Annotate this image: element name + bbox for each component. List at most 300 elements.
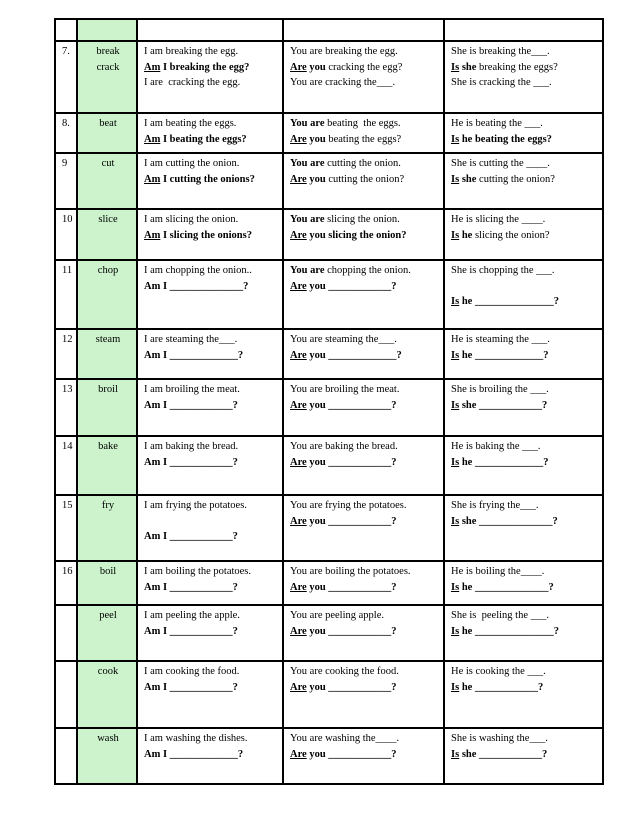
verb-label: bake xyxy=(98,441,118,452)
table-row xyxy=(55,495,603,561)
text-segment: slicing the onion? xyxy=(472,229,550,241)
row-number-cell: 14 xyxy=(55,436,77,495)
sentence-line xyxy=(290,608,439,624)
text-segment: Is xyxy=(451,61,460,73)
row-number-cell xyxy=(55,605,77,661)
sentence-line xyxy=(290,228,439,244)
text-segment: Am I ____________? xyxy=(144,581,238,593)
text-segment: She is washing the___. xyxy=(451,733,548,744)
sentence-cell-second-person xyxy=(283,329,444,379)
text-segment: I am cutting the onion. xyxy=(144,158,240,169)
text-segment: I are cracking the egg. xyxy=(144,77,241,88)
sentence-line xyxy=(144,564,278,580)
text-segment: Is xyxy=(451,748,460,760)
sentence-line xyxy=(290,580,439,596)
verb-label: cut xyxy=(101,158,115,169)
text-segment: Am I ______________? xyxy=(144,280,249,292)
verb-cell xyxy=(77,605,137,661)
text-segment: Is xyxy=(451,173,460,185)
sentence-line xyxy=(144,332,278,348)
sentence-line xyxy=(290,514,439,530)
table-row xyxy=(55,41,603,113)
sentence-line xyxy=(290,439,439,455)
text-segment: Is xyxy=(451,296,460,307)
sentence-line xyxy=(144,747,278,763)
text-segment: Are xyxy=(290,748,307,760)
verb-cell xyxy=(77,436,137,495)
verb-conjugation-table xyxy=(54,18,604,785)
text-segment: I am beating the eggs. xyxy=(144,118,237,129)
text-segment: I are steaming the___. xyxy=(144,334,238,345)
text-segment: you xyxy=(306,133,326,145)
sentence-line xyxy=(451,228,598,244)
text-segment: beating the eggs? xyxy=(325,133,402,145)
sentence-cell-first-person xyxy=(137,329,283,379)
text-segment: she ____________? xyxy=(459,748,548,760)
sentence-line xyxy=(290,398,439,414)
header-cell xyxy=(55,19,77,41)
verb-cell xyxy=(77,379,137,436)
text-segment: I am broiling the meat. xyxy=(144,384,240,395)
verb-label: slice xyxy=(98,214,118,225)
verb-cell xyxy=(77,329,137,379)
sentence-line xyxy=(451,608,598,624)
text-segment: Is xyxy=(451,133,460,145)
verb-cell xyxy=(77,153,137,209)
sentence-cell-first-person xyxy=(137,661,283,728)
text-segment: You are baking the bread. xyxy=(290,441,398,452)
sentence-line xyxy=(144,529,278,545)
text-segment: You are cooking the food. xyxy=(290,666,399,677)
text-segment: Are xyxy=(290,625,307,637)
header-cell xyxy=(137,19,283,41)
text-segment: you ____________? xyxy=(306,625,397,637)
text-segment: Are xyxy=(290,173,307,185)
row-number-cell xyxy=(55,728,77,784)
text-segment: I am frying the potatoes. xyxy=(144,500,247,511)
sentence-line xyxy=(451,60,598,76)
sentence-line xyxy=(144,382,278,398)
sentence-line xyxy=(144,731,278,747)
sentence-cell-third-person xyxy=(444,728,603,784)
text-segment: I am slicing the onion. xyxy=(144,214,239,225)
sentence-line xyxy=(144,212,278,228)
sentence-line xyxy=(144,680,278,696)
sentence-cell-third-person xyxy=(444,661,603,728)
sentence-line xyxy=(451,624,598,640)
text-segment: he ______________? xyxy=(459,581,554,593)
sentence-line xyxy=(451,514,598,530)
text-segment: I am washing the dishes. xyxy=(144,733,248,744)
sentence-line xyxy=(451,116,598,132)
table-row xyxy=(55,113,603,153)
verb-cell xyxy=(77,209,137,260)
sentence-line xyxy=(144,348,278,364)
verb-cell xyxy=(77,113,137,153)
text-segment: Am I ____________? xyxy=(144,456,238,468)
sentence-cell-first-person xyxy=(137,436,283,495)
sentence-line xyxy=(451,44,598,60)
text-segment: cutting the onion? xyxy=(476,173,555,185)
text-segment: chopping the onion. xyxy=(324,265,411,276)
sentence-line xyxy=(290,348,439,364)
text-segment: Are xyxy=(290,61,307,73)
text-segment: Is xyxy=(451,456,460,468)
text-segment: Are xyxy=(290,681,307,693)
text-segment: you _____________? xyxy=(306,349,402,361)
verb-cell xyxy=(77,728,137,784)
text-segment: he xyxy=(459,229,473,241)
text-segment: he _______________? xyxy=(459,296,559,307)
text-segment: You are xyxy=(290,158,325,169)
text-segment: Is xyxy=(451,515,460,527)
sentence-line xyxy=(451,455,598,471)
sentence-cell-first-person xyxy=(137,605,283,661)
row-number-cell: 13 xyxy=(55,379,77,436)
text-segment: You are boiling the potatoes. xyxy=(290,566,411,577)
text-segment: Are xyxy=(290,515,307,527)
table-row xyxy=(55,661,603,728)
sentence-line xyxy=(144,279,278,295)
sentence-line xyxy=(451,382,598,398)
sentence-cell-second-person xyxy=(283,661,444,728)
sentence-line xyxy=(451,263,598,279)
header-cell xyxy=(444,19,603,41)
sentence-line xyxy=(144,172,278,188)
text-segment: You are xyxy=(290,214,325,225)
sentence-line xyxy=(144,514,278,530)
sentence-line xyxy=(451,747,598,763)
sentence-line xyxy=(290,624,439,640)
text-segment: cutting the onion? xyxy=(325,173,405,185)
text-segment: She is frying the___. xyxy=(451,500,539,511)
verb-label: wash xyxy=(97,733,119,744)
text-segment: I cutting the onions? xyxy=(160,173,255,185)
sentence-line xyxy=(290,263,439,279)
text-segment: You are broiling the meat. xyxy=(290,384,400,395)
sentence-line xyxy=(144,60,278,76)
text-segment: You are steaming the___. xyxy=(290,334,397,345)
verb-cell xyxy=(77,561,137,605)
text-segment: you ____________? xyxy=(306,581,397,593)
sentence-line xyxy=(290,382,439,398)
sentence-line xyxy=(451,439,598,455)
text-segment: You are breaking the egg. xyxy=(290,46,398,57)
sentence-line xyxy=(290,116,439,132)
header-cell xyxy=(283,19,444,41)
table-row xyxy=(55,436,603,495)
text-segment: he ____________? xyxy=(459,681,544,693)
sentence-line xyxy=(144,608,278,624)
sentence-line xyxy=(451,731,598,747)
row-number-cell: 7. xyxy=(55,41,77,113)
verb-cell xyxy=(77,260,137,329)
text-segment: You are frying the potatoes. xyxy=(290,500,407,511)
verb-label: broil xyxy=(98,384,118,395)
sentence-cell-second-person xyxy=(283,495,444,561)
sentence-line xyxy=(290,332,439,348)
sentence-cell-first-person xyxy=(137,153,283,209)
sentence-line xyxy=(290,680,439,696)
text-segment: I breaking the egg? xyxy=(160,61,250,73)
sentence-cell-second-person xyxy=(283,41,444,113)
sentence-line xyxy=(290,75,439,91)
sentence-cell-third-person xyxy=(444,209,603,260)
text-segment: I am cooking the food. xyxy=(144,666,240,677)
text-segment: breaking the eggs? xyxy=(476,61,558,73)
text-segment: you xyxy=(306,61,326,73)
text-segment: she xyxy=(459,173,477,185)
text-segment: I slicing the onions? xyxy=(160,229,252,241)
text-segment: Are xyxy=(290,229,307,241)
sentence-line xyxy=(144,75,278,91)
sentence-line xyxy=(451,75,598,91)
text-segment: he _______________? xyxy=(459,625,559,637)
sentence-cell-first-person xyxy=(137,260,283,329)
text-segment: He is baking the ___. xyxy=(451,441,541,452)
sentence-line xyxy=(290,172,439,188)
text-segment: She is cracking the ___. xyxy=(451,77,552,88)
row-number-cell: 15 xyxy=(55,495,77,561)
sentence-cell-second-person xyxy=(283,260,444,329)
text-segment: Is xyxy=(451,349,460,361)
verb-label: chop xyxy=(97,265,119,276)
sentence-cell-first-person xyxy=(137,41,283,113)
text-segment: slicing the onion. xyxy=(324,214,400,225)
text-segment: He is beating the ___. xyxy=(451,118,543,129)
verb-cell xyxy=(77,495,137,561)
text-segment: She is breaking the___. xyxy=(451,46,550,57)
text-segment: you ____________? xyxy=(306,456,397,468)
sentence-cell-second-person xyxy=(283,728,444,784)
sentence-cell-first-person xyxy=(137,561,283,605)
sentence-line xyxy=(451,564,598,580)
sentence-line xyxy=(451,294,598,310)
verb-cell xyxy=(77,661,137,728)
text-segment: Am xyxy=(144,229,161,241)
table-row xyxy=(55,209,603,260)
table-row xyxy=(55,728,603,784)
sentence-line xyxy=(144,44,278,60)
sentence-line xyxy=(144,624,278,640)
text-segment: I am boiling the potatoes. xyxy=(144,566,252,577)
text-segment: You are peeling apple. xyxy=(290,610,384,621)
sentence-line xyxy=(144,439,278,455)
sentence-cell-third-person xyxy=(444,436,603,495)
sentence-line xyxy=(451,172,598,188)
text-segment: I beating the eggs? xyxy=(160,133,247,145)
text-segment: Are xyxy=(290,133,307,145)
text-segment: you ____________? xyxy=(306,748,397,760)
sentence-line xyxy=(451,664,598,680)
verb-label: crack xyxy=(96,61,120,73)
text-segment: you slicing the onion? xyxy=(306,229,407,241)
sentence-line xyxy=(451,132,598,148)
sentence-line xyxy=(451,332,598,348)
text-segment: You are washing the____. xyxy=(290,733,400,744)
sentence-line xyxy=(290,498,439,514)
table-row xyxy=(55,329,603,379)
text-segment: She is cutting the ____. xyxy=(451,158,550,169)
text-segment: Am I ____________? xyxy=(144,625,238,637)
header-row xyxy=(55,19,603,41)
sentence-line xyxy=(144,398,278,414)
sentence-line xyxy=(451,212,598,228)
sentence-line xyxy=(290,60,439,76)
text-segment: you ____________? xyxy=(306,280,397,292)
sentence-line xyxy=(290,44,439,60)
sentence-cell-third-person xyxy=(444,379,603,436)
verb-label: break xyxy=(96,46,120,57)
text-segment: Am xyxy=(144,173,161,185)
sentence-cell-third-person xyxy=(444,113,603,153)
text-segment: cutting the onion. xyxy=(324,158,401,169)
sentence-cell-third-person xyxy=(444,153,603,209)
text-segment: Is xyxy=(451,581,460,593)
text-segment: you ____________? xyxy=(306,681,397,693)
sentence-cell-third-person xyxy=(444,41,603,113)
verb-label: boil xyxy=(99,566,117,577)
sentence-cell-first-person xyxy=(137,209,283,260)
sentence-line xyxy=(144,664,278,680)
sentence-line xyxy=(144,263,278,279)
text-segment: She is peeling the ___. xyxy=(451,610,549,621)
row-number-cell: 16 xyxy=(55,561,77,605)
text-segment: Is xyxy=(451,229,460,241)
text-segment: He is boiling the____. xyxy=(451,566,545,577)
verb-label: fry xyxy=(101,500,115,511)
text-segment: He is steaming the ___. xyxy=(451,334,550,345)
row-number-cell: 12 xyxy=(55,329,77,379)
text-segment: You are xyxy=(290,118,325,129)
sentence-cell-third-person xyxy=(444,495,603,561)
sentence-line xyxy=(290,664,439,680)
text-segment: Am I ____________? xyxy=(144,531,238,542)
header-verb-cell xyxy=(77,19,137,41)
text-segment: Are xyxy=(290,399,307,411)
sentence-cell-third-person xyxy=(444,260,603,329)
sentence-line xyxy=(144,455,278,471)
sentence-line xyxy=(290,279,439,295)
text-segment: Are xyxy=(290,349,307,361)
sentence-line xyxy=(451,348,598,364)
text-segment: Am I _____________? xyxy=(144,349,244,361)
sentence-cell-third-person xyxy=(444,605,603,661)
sentence-line xyxy=(290,731,439,747)
sentence-line xyxy=(144,132,278,148)
sentence-cell-second-person xyxy=(283,605,444,661)
text-segment: I am baking the bread. xyxy=(144,441,239,452)
sentence-line xyxy=(290,132,439,148)
sentence-line xyxy=(451,398,598,414)
sentence-cell-second-person xyxy=(283,379,444,436)
sentence-line xyxy=(290,156,439,172)
sentence-cell-second-person xyxy=(283,209,444,260)
sentence-cell-first-person xyxy=(137,113,283,153)
verb-label: steam xyxy=(95,334,121,345)
text-segment: you xyxy=(306,173,326,185)
verb-label: cook xyxy=(97,666,119,677)
text-segment: I am breaking the egg. xyxy=(144,46,239,57)
table-row xyxy=(55,561,603,605)
text-segment: You are xyxy=(290,265,325,276)
row-number-cell: 9 xyxy=(55,153,77,209)
text-segment: Is xyxy=(451,681,460,693)
sentence-line xyxy=(290,564,439,580)
sentence-line xyxy=(144,116,278,132)
row-number-cell xyxy=(55,661,77,728)
verb-cell xyxy=(77,41,137,113)
text-segment: Is xyxy=(451,625,460,637)
sentence-line xyxy=(144,580,278,596)
sentence-line xyxy=(451,580,598,596)
row-number-cell: 10 xyxy=(55,209,77,260)
text-segment: she xyxy=(459,61,477,73)
text-segment: you ____________? xyxy=(306,399,397,411)
text-segment: Is xyxy=(451,399,460,411)
text-segment: She is chopping the ___. xyxy=(451,265,555,276)
text-segment: You are cracking the___. xyxy=(290,77,396,88)
table-row xyxy=(55,379,603,436)
sentence-line xyxy=(290,747,439,763)
sentence-line xyxy=(290,455,439,471)
sentence-cell-second-person xyxy=(283,153,444,209)
text-segment: I am chopping the onion.. xyxy=(144,265,252,276)
text-segment: beating the eggs. xyxy=(324,118,401,129)
text-segment: she ______________? xyxy=(459,515,558,527)
verb-label: beat xyxy=(99,118,117,129)
text-segment: Am I ____________? xyxy=(144,399,238,411)
sentence-cell-second-person xyxy=(283,561,444,605)
text-segment: She is broiling the ___. xyxy=(451,384,549,395)
sentence-cell-second-person xyxy=(283,113,444,153)
sentence-line xyxy=(290,212,439,228)
table-row xyxy=(55,605,603,661)
sentence-line xyxy=(451,680,598,696)
text-segment: you ____________? xyxy=(306,515,397,527)
text-segment: cracking the egg? xyxy=(325,61,403,73)
text-segment: Am xyxy=(144,61,161,73)
text-segment: Am xyxy=(144,133,161,145)
text-segment: Am I _____________? xyxy=(144,748,244,760)
table-row xyxy=(55,260,603,329)
row-number-cell: 11 xyxy=(55,260,77,329)
sentence-cell-first-person xyxy=(137,728,283,784)
sentence-line xyxy=(451,156,598,172)
sentence-line xyxy=(144,498,278,514)
sentence-line xyxy=(144,156,278,172)
sentence-line xyxy=(144,228,278,244)
text-segment: I am peeling the apple. xyxy=(144,610,240,621)
table-row xyxy=(55,153,603,209)
text-segment: he beating the eggs? xyxy=(459,133,552,145)
verb-label: peel xyxy=(99,610,117,621)
sentence-cell-third-person xyxy=(444,561,603,605)
sentence-cell-first-person xyxy=(137,379,283,436)
text-segment: Are xyxy=(290,581,307,593)
sentence-line xyxy=(451,498,598,514)
text-segment: He is slicing the ____. xyxy=(451,214,546,225)
sentence-cell-third-person xyxy=(444,329,603,379)
sentence-cell-first-person xyxy=(137,495,283,561)
text-segment: He is cooking the ___. xyxy=(451,666,546,677)
text-segment: he _____________? xyxy=(459,456,549,468)
sentence-cell-second-person xyxy=(283,436,444,495)
text-segment: she ____________? xyxy=(459,399,548,411)
table-body xyxy=(55,19,603,784)
text-segment: Am I ____________? xyxy=(144,681,238,693)
text-segment: Are xyxy=(290,280,307,292)
